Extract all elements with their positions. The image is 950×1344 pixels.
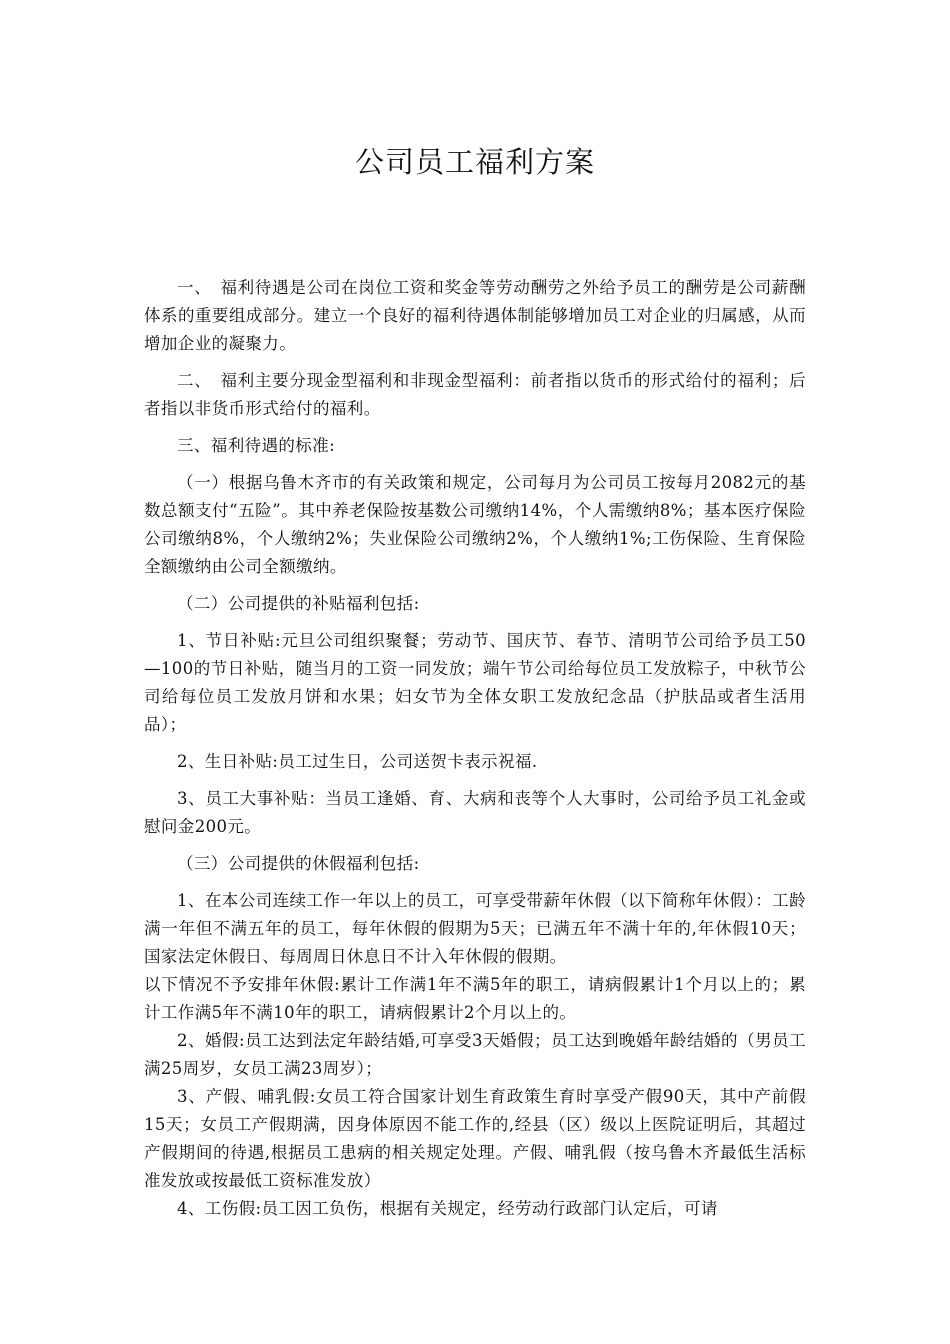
paragraph-maternity-leave: 3、产假、哺乳假:女员工符合国家计划生育政策生育时享受产假90天，其中产前假15天；女员工产假期满，因身体原因不能工作的,经县（区）级以上医院证明后，其超过产假期间的待遇,根据员工患病的相关规定处理。产假、哺乳假（按乌鲁木齐最低生活标准发放或按最低工资标准发放） [144, 1087, 806, 1190]
paragraph-welfare-standards-heading: 三、福利待遇的标准: [177, 436, 336, 455]
paragraph-holiday-subsidy: 1、节日补贴:元旦公司组织聚餐；劳动节、国庆节、春节、清明节公司给予员工50—100的节日补贴，随当月的工资一同发放；端午节公司给每位员工发放粽子，中秋节公司给每位员工发放月饼和水果；妇女节为全体女职工发放纪念品（护肤品或者生活用品）； [144, 631, 806, 734]
document-title: 公司员工福利方案 [354, 145, 595, 179]
paragraph-marriage-leave: 2、婚假:员工达到法定年龄结婚,可享受3天婚假；员工达到晚婚年龄结婚的（男员工满25周岁，女员工满23周岁）； [144, 1031, 806, 1078]
paragraph-leave-heading: （三）公司提供的休假福利包括: [177, 854, 420, 873]
paragraph-annual-leave: 1、在本公司连续工作一年以上的员工，可享受带薪年休假（以下简称年休假）：工龄满一年但不满五年的员工，每年休假的假期为5天；已满五年不满十年的,年休假10天；国家法定休假日、每周周日休息日不计入年休假的假期。 [144, 891, 806, 966]
paragraph-welfare-types: 二、 福利主要分现金型福利和非现金型福利：前者指以货币的形式给付的福利；后者指以非货币形式给付的福利。 [144, 371, 806, 418]
paragraph-major-event-subsidy: 3、员工大事补贴：当员工逢婚、育、大病和丧等个人大事时，公司给予员工礼金或慰问金200元。 [144, 789, 806, 836]
paragraph-subsidy-heading: （二）公司提供的补贴福利包括: [177, 594, 420, 613]
paragraph-social-insurance: （一）根据乌鲁木齐市的有关政策和规定，公司每月为公司员工按每月2082元的基数总额支付“五险”。其中养老保险按基数公司缴纳14%，个人需缴纳8%；基本医疗保险公司缴纳8%，个人缴纳2%；失业保险公司缴纳2%，个人缴纳1%;工伤保险、生育保险全额缴纳由公司全额缴纳。 [144, 473, 806, 576]
paragraph-birthday-subsidy: 2、生日补贴:员工过生日，公司送贺卡表示祝福. [177, 752, 538, 771]
paragraph-annual-leave-exclusions: 以下情况不予安排年休假:累计工作满1年不满5年的职工，请病假累计1个月以上的；累计工作满5年不满10年的职工，请病假累计2个月以上的。 [144, 975, 806, 1022]
document-body [144, 274, 806, 1223]
paragraph-welfare-definition: 一、 福利待遇是公司在岗位工资和奖金等劳动酬劳之外给予员工的酬劳是公司薪酬体系的重要组成部分。建立一个良好的福利待遇体制能够增加员工对企业的归属感，从而增加企业的凝聚力。 [144, 278, 806, 353]
paragraph-work-injury-leave: 4、工伤假:员工因工负伤，根据有关规定，经劳动行政部门认定后，可请 [177, 1199, 718, 1218]
